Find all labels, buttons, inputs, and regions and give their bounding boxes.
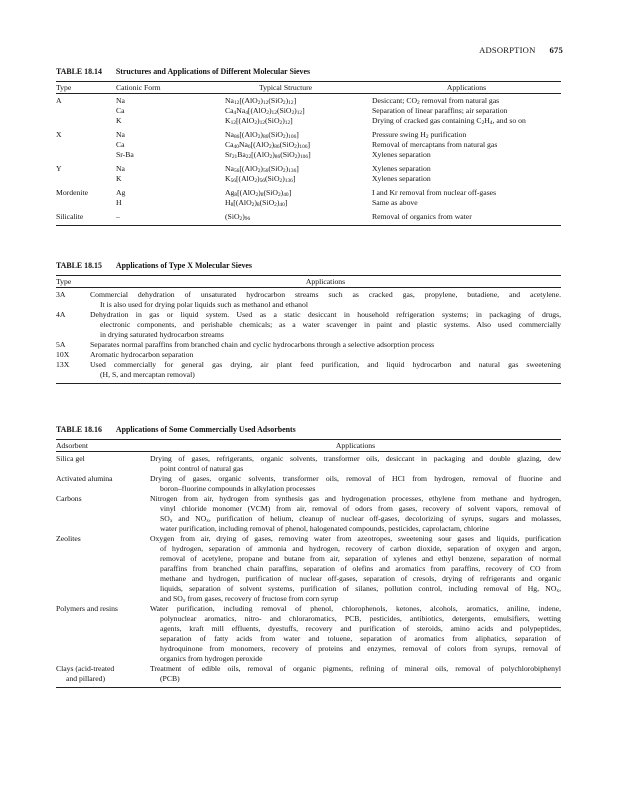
column-header: Applications [446,83,487,92]
application-cell: Xylenes separation [372,150,431,159]
table-row [56,116,561,126]
type-cell [56,150,116,160]
type-cell: 3A [56,290,66,299]
table-row [56,494,561,534]
column-header: Applications [335,441,376,450]
application-cell: Drying of cracked gas containing $C_2H_4$, and so on [372,116,526,126]
table-row [56,474,561,494]
application-cell: Drying of gases, organic solvents, transformer oils, removal of HCl from hydrogen, removal of fluorine and boron–fluorine compounds in alkylation processes [150,474,561,493]
table-row [56,350,561,360]
application-cell: Xylenes separation [372,174,431,183]
table-row [56,604,561,664]
type-cell: 13X [56,360,70,369]
adsorbent-cell: Clays (acid-treated and pillared) [56,664,115,683]
table-row [56,150,561,160]
application-cell: Separates normal paraffins from branched chain and cyclic hydrocarbons through a selective adsorption process [90,340,435,349]
application-cell: Removal of organics from water [372,212,472,221]
cation-cell: Ca [116,140,125,149]
adsorbent-cell: Polymers and resins [56,604,118,613]
table-body [56,290,561,380]
table-row [56,290,561,310]
application-cell: Drying of gases, refrigerants, organic solvents, transformer oils, desiccant in packaging and double glazing, dew point control of natural gas [150,454,561,473]
type-cell [56,116,116,126]
table-header-row [56,82,561,93]
cation-cell: – [116,212,120,221]
cation-cell: Ca [116,106,125,115]
table-header-row [56,440,561,451]
column-header: Type [56,277,72,286]
structure-cell: $Na_{12}[(AlO_2)_{12}(SiO_2)_{12}]$ [225,96,297,106]
cation-cell: K [116,116,122,125]
cation-cell: Na [116,164,125,173]
table-18-16 [56,425,561,688]
structure-cell: $Ca_4Na_4[(AlO_2)_{12}(SiO_2)_{12}]$ [225,106,305,116]
column-header: Cationic Form [116,83,161,92]
type-cell [56,140,116,150]
application-cell: Xylenes separation [372,164,431,173]
application-cell: Desiccant; $CO_2$ removal from natural gas [372,96,500,106]
application-cell: I and Kr removal from nuclear off-gases [372,188,497,197]
table-row [56,198,561,208]
type-cell [56,106,116,116]
structure-cell: $K_{56}[(AlO_2)_{56}(SiO_2)_{136}]$ [225,174,296,184]
table-row [56,130,561,140]
page-number: 675 [549,45,563,55]
cation-cell: H [116,198,122,207]
table-row [56,174,561,184]
adsorbent-cell: Silica gel [56,454,85,463]
type-cell [56,198,116,208]
application-cell: Water purification, including removal of phenol, chlorophenols, ketones, alcohols, aromatics, aniline, indene, polynuclear aromatics, nitro- and chloraromatics, PCB, pesticides, antibiotics, detergents, emulsifiers, wetting agents, kraft mill effluents, dyestuffs, recovery and purification of steroids, amino acids and polypeptides, separation of fatty acids from water and toluene, separation of aromatics from aliphatics, separation of hydroquinone from monomers, recovery of proteins and enzymes, removal of colors from syrups, removal of organics from hydrogen peroxide [150,604,561,663]
cation-cell: K [116,174,122,183]
section-title: ADSORPTION [479,45,536,55]
cation-cell: Na [116,96,125,105]
table-row [56,340,561,350]
structure-cell: $(SiO_2)_{96}$ [225,212,251,222]
cation-cell: Na [116,130,125,139]
column-header: Adsorbent [56,441,89,450]
application-cell: Same as above [372,198,418,207]
application-cell: Used commercially for general gas drying, air plant feed purification, and liquid hydrocarbon and natural gas sweetening (H, S, and mercaptan removal) [90,360,561,379]
application-cell: Treatment of edible oils, removal of organic pigments, refining of mineral oils, removal of polychlorobiphenyl (PCB) [150,664,561,683]
structure-cell: $Sr_{21}Ba_{22}[(AlO_2)_{86}(SiO_2)_{106}]$ [225,150,311,160]
table-title: TABLE 18.14 Structures and Applications of Different Molecular Sieves [56,67,311,76]
table-header-row [56,276,561,287]
structure-cell: $Na_{86}[(AlO_2)_{86}(SiO_2)_{106}]$ [225,130,299,140]
table-row [56,188,561,198]
structure-cell: $H_8[(AlO_2)_8(SiO_2)_{40}]$ [225,198,288,208]
table-title: TABLE 18.16 Applications of Some Commercially Used Adsorbents [56,425,296,434]
table-body [56,454,561,684]
table-title: TABLE 18.15 Applications of Type X Molecular Sieves [56,261,253,270]
application-cell: Aromatic hydrocarbon separation [90,350,194,359]
structure-cell: $Ca_{40}Na_6[(AlO_2)_{86}(SiO_2)_{106}]$ [225,140,311,150]
table-row [56,310,561,340]
application-cell: Commercial dehydration of unsaturated hydrocarbon streams such as cracked gas, propylene, butadiene, and acetylene. It is also used for drying polar liquids such as methanol and ethanol [90,290,561,309]
application-cell: Nitrogen from air, hydrogen from synthesis gas and hydrogenation processes, ethylene from methane and hydrogen, vinyl chloride monomer (VCM) from air, removal of odors from gases, recovery of solvent vapors, removal of $SO_x$ and $NO_x$, purification of helium, cleanup of nuclear off-gases, decolorizing of syrups, sugars and molasses, water purification, including removal of phenol, halogenated compounds, pesticides, caprolactam, chlorine [150,494,561,533]
table-row [56,212,561,222]
type-cell: A [56,96,62,105]
table-row [56,454,561,474]
structure-cell: $Ag_8[(AlO_2)_8(SiO_2)_{40}]$ [225,188,292,198]
type-cell [56,174,116,184]
table-row [56,140,561,150]
table-row [56,664,561,684]
table-row [56,360,561,380]
table-18-14 [56,67,561,226]
column-header: Applications [305,277,346,286]
column-header: Typical Structure [259,83,313,92]
running-header [479,45,563,55]
cation-cell: Sr-Ba [116,150,134,159]
table-18-15 [56,261,561,384]
application-cell: Removal of mercaptans from natural gas [372,140,498,149]
application-cell: Pressure swing $H_2$ purification [372,130,467,140]
column-header: Type [56,83,72,92]
type-cell: Y [56,164,62,173]
adsorbent-cell: Activated alumina [56,474,113,483]
adsorbent-cell: Zeolites [56,534,81,543]
type-cell: Mordenite [56,188,89,197]
structure-cell: $Na_{56}[(AlO_2)_{56}(SiO_2)_{136}]$ [225,164,299,174]
table-row [56,164,561,174]
application-cell: Dehydration in gas or liquid system. Used as a static desiccant in household refrigeration systems; in packaging of drugs, electronic components, and perishable chemicals; as a water scavenger in paint and plastic systems. Also used commercially in drying saturated hydrocarbon streams [90,310,561,339]
table-row [56,534,561,604]
structure-cell: $K_{12}[(AlO_2)_{12}(SiO_2)_{12}]$ [225,116,293,126]
type-cell: Silicalite [56,212,84,221]
application-cell: Separation of linear paraffins; air separation [372,106,508,115]
type-cell: 10X [56,350,70,359]
type-cell: 4A [56,310,66,319]
application-cell: Oxygen from air, drying of gases, removing water from azeotropes, sweetening sour gases and liquids, purification of hydrogen, separation of ammonia and hydrogen, recovery of carbon dioxide, separation of oxygen and argon, removal of acetylene, propane and butane from air, separation of xylenes and ethyl benzene, separation of normal paraffins from branched chain paraffins, separation of olefins and aromatics from paraffins, recovery of CO from methane and hydrogen, purification of nuclear off-gases, separation of cresols, drying of refrigerants and organic liquids, separation of solvent systems, purification of silanes, pollution control, including removal of Hg, $NO_x$, and $SO_x$ from gases, recovery of fructose from corn syrup [150,534,561,604]
table-body [56,96,561,222]
cation-cell: Ag [116,188,126,197]
table-row [56,106,561,116]
type-cell: 5A [56,340,66,349]
type-cell: X [56,130,62,139]
adsorbent-cell: Carbons [56,494,82,503]
table-row [56,96,561,106]
